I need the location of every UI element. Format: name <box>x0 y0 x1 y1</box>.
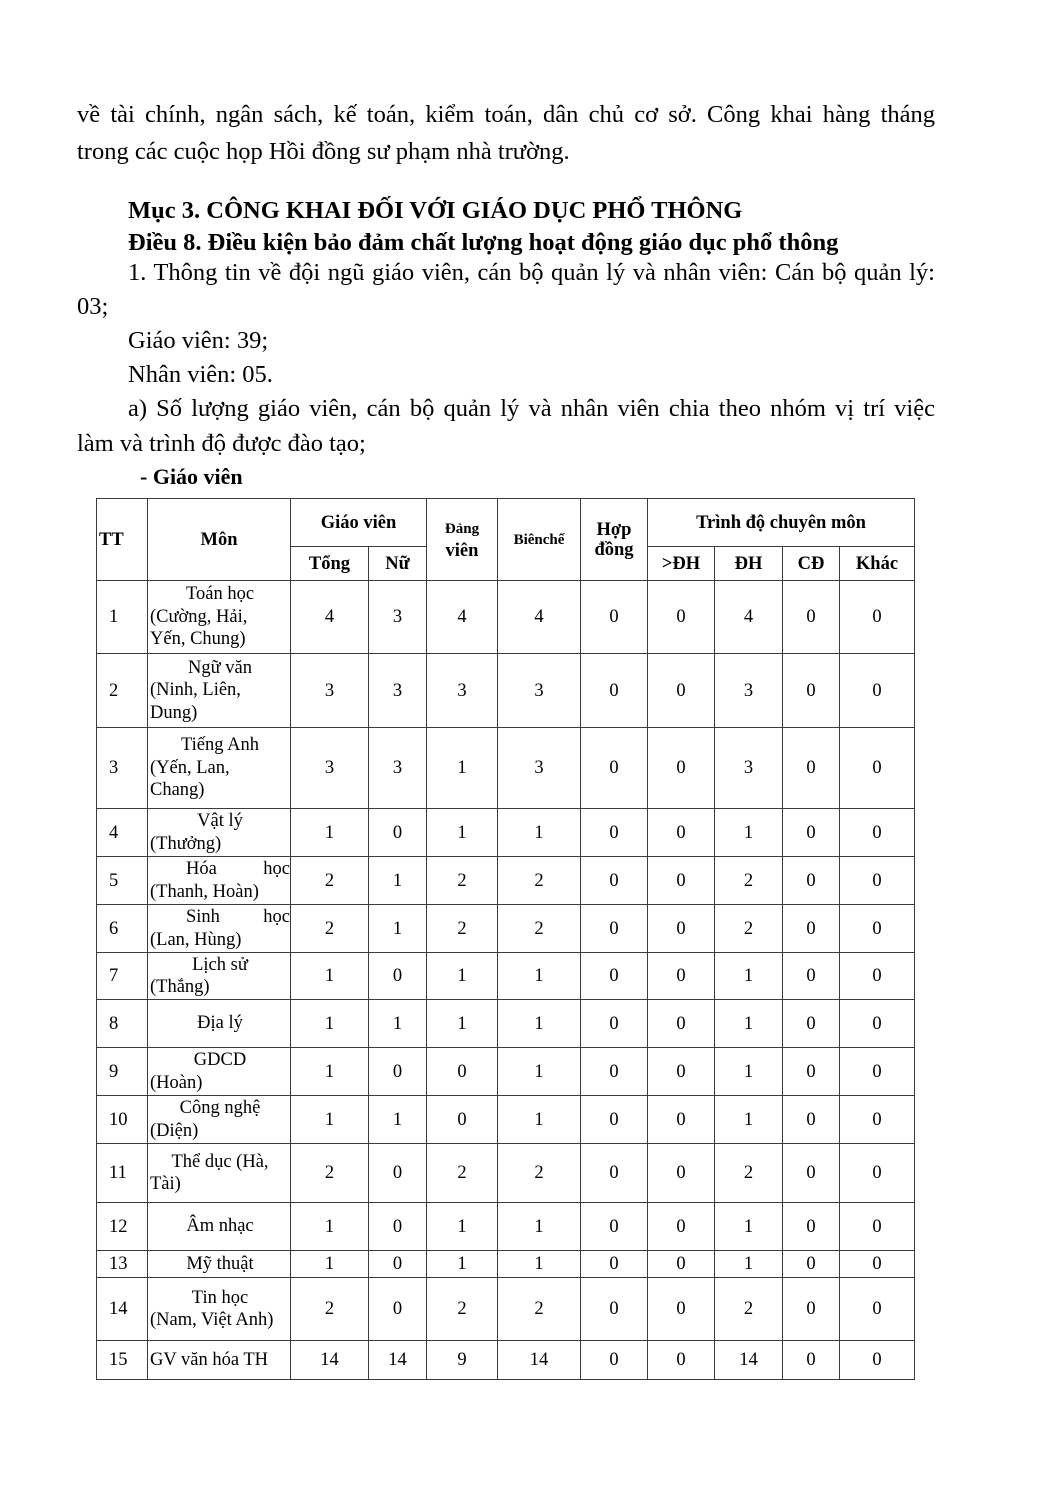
cell-nu: 1 <box>369 857 427 905</box>
cell-tt: 10 <box>97 1096 148 1144</box>
cell-dang-vien: 1 <box>427 728 498 809</box>
cell-khac: 0 <box>840 1048 915 1096</box>
cell-tt: 5 <box>97 857 148 905</box>
cell-dh: 1 <box>715 1000 783 1048</box>
cell-nu: 1 <box>369 905 427 953</box>
cell-nu: 0 <box>369 1048 427 1096</box>
cell-hop-dong: 0 <box>581 1278 648 1341</box>
header-trinh-do: Trình độ chuyên môn <box>648 499 915 547</box>
cell-hop-dong: 0 <box>581 905 648 953</box>
cell-mon <box>148 654 291 728</box>
cell-dang-vien: 4 <box>427 581 498 654</box>
cell-tt: 4 <box>97 809 148 857</box>
table-row <box>97 1000 915 1048</box>
cell-hop-dong: 0 <box>581 1048 648 1096</box>
cell-tong: 2 <box>291 905 369 953</box>
cell-dang-vien: 9 <box>427 1341 498 1380</box>
cell-bien-che: 1 <box>498 809 581 857</box>
cell-dang-vien: 1 <box>427 953 498 1000</box>
table-row <box>97 581 915 654</box>
header-tong: Tổng <box>291 547 369 581</box>
table-row <box>97 1048 915 1096</box>
cell-tong: 1 <box>291 1203 369 1251</box>
cell-dh: 1 <box>715 1096 783 1144</box>
teacher-table <box>96 498 915 1380</box>
subject-line: Công nghệ <box>179 1098 261 1118</box>
table-row <box>97 905 915 953</box>
cell-tong: 1 <box>291 1048 369 1096</box>
cell-tren-dh: 0 <box>648 809 715 857</box>
subject-line: Hóa học <box>186 859 290 879</box>
cell-mon <box>148 809 291 857</box>
cell-dh: 3 <box>715 654 783 728</box>
cell-nu: 0 <box>369 809 427 857</box>
table-caption: - Giáo viên <box>140 464 243 489</box>
cell-tren-dh: 0 <box>648 953 715 1000</box>
cell-tt: 6 <box>97 905 148 953</box>
subject-line: Lịch sử <box>192 954 248 975</box>
header-dang-vien-line1: Đảng <box>444 520 480 537</box>
cell-tt: 2 <box>97 654 148 728</box>
cell-tren-dh: 0 <box>648 654 715 728</box>
cell-cd: 0 <box>783 905 840 953</box>
cell-cd: 0 <box>783 728 840 809</box>
cell-cd: 0 <box>783 1144 840 1203</box>
cell-mon <box>148 1000 291 1048</box>
subject-line: (Diện) <box>150 1120 199 1141</box>
cell-nu: 0 <box>369 953 427 1000</box>
cell-tren-dh: 0 <box>648 1278 715 1341</box>
cell-khac: 0 <box>840 1251 915 1278</box>
cell-bien-che: 2 <box>498 905 581 953</box>
cell-nu: 0 <box>369 1203 427 1251</box>
cell-mon <box>148 1096 291 1144</box>
cell-tong: 1 <box>291 953 369 1000</box>
cell-dh: 3 <box>715 728 783 809</box>
subject-line: (Lan, Hùng) <box>150 929 242 950</box>
cell-hop-dong: 0 <box>581 953 648 1000</box>
cell-cd: 0 <box>783 857 840 905</box>
cell-tren-dh: 0 <box>648 1203 715 1251</box>
subject-line: Chang) <box>150 780 205 801</box>
cell-khac: 0 <box>840 728 915 809</box>
cell-mon <box>148 1203 291 1251</box>
cell-tt: 11 <box>97 1144 148 1203</box>
table-row <box>97 1251 915 1278</box>
cell-tong: 3 <box>291 728 369 809</box>
paragraph-line: về tài chính, ngân sách, kế toán, kiểm toán, dân chủ cơ sở. Công khai hàng tháng <box>77 101 935 128</box>
cell-tong: 2 <box>291 1278 369 1341</box>
cell-bien-che: 3 <box>498 654 581 728</box>
cell-cd: 0 <box>783 1278 840 1341</box>
cell-tren-dh: 0 <box>648 581 715 654</box>
cell-tong: 2 <box>291 1144 369 1203</box>
cell-dh: 2 <box>715 1144 783 1203</box>
subject-line: Dung) <box>150 702 198 723</box>
header-khac: Khác <box>840 547 915 581</box>
cell-hop-dong: 0 <box>581 809 648 857</box>
cell-tt: 3 <box>97 728 148 809</box>
cell-bien-che: 14 <box>498 1341 581 1380</box>
cell-mon <box>148 728 291 809</box>
cell-tong: 1 <box>291 809 369 857</box>
subject-line: (Thưởng) <box>150 833 222 854</box>
cell-khac: 0 <box>840 1203 915 1251</box>
subject-line: Toán học <box>185 584 255 605</box>
cell-cd: 0 <box>783 581 840 654</box>
cell-dang-vien: 2 <box>427 1144 498 1203</box>
item-a-line: làm và trình độ được đào tạo; <box>77 430 366 457</box>
cell-cd: 0 <box>783 1096 840 1144</box>
subject-line: (Hoàn) <box>150 1072 203 1093</box>
cell-hop-dong: 0 <box>581 1096 648 1144</box>
cell-tong: 2 <box>291 857 369 905</box>
cell-khac: 0 <box>840 857 915 905</box>
cell-tt: 8 <box>97 1000 148 1048</box>
cell-dang-vien: 1 <box>427 1203 498 1251</box>
subject-line: Sinh học <box>186 907 290 927</box>
paragraph-line: trong các cuộc họp Hồi đồng sư phạm nhà trường. <box>77 138 570 165</box>
cell-tong: 4 <box>291 581 369 654</box>
cell-bien-che: 1 <box>498 953 581 1000</box>
cell-dang-vien: 0 <box>427 1048 498 1096</box>
cell-tt: 7 <box>97 953 148 1000</box>
cell-dang-vien: 3 <box>427 654 498 728</box>
cell-hop-dong: 0 <box>581 1000 648 1048</box>
cell-dang-vien: 2 <box>427 857 498 905</box>
cell-cd: 0 <box>783 809 840 857</box>
table-row <box>97 953 915 1000</box>
cell-mon <box>148 581 291 654</box>
subject-line: (Nam, Việt Anh) <box>150 1310 274 1330</box>
subject-line: Âm nhạc <box>186 1216 254 1237</box>
cell-hop-dong: 0 <box>581 728 648 809</box>
cell-tong: 1 <box>291 1251 369 1278</box>
cell-tong: 3 <box>291 654 369 728</box>
cell-tren-dh: 0 <box>648 1000 715 1048</box>
cell-tren-dh: 0 <box>648 1144 715 1203</box>
subject-line: GV văn hóa TH <box>150 1349 269 1370</box>
cell-khac: 0 <box>840 905 915 953</box>
cell-nu: 1 <box>369 1096 427 1144</box>
cell-dh: 4 <box>715 581 783 654</box>
cell-bien-che: 3 <box>498 728 581 809</box>
cell-dang-vien: 1 <box>427 1000 498 1048</box>
cell-tren-dh: 0 <box>648 728 715 809</box>
header-dang-vien-line2: viên <box>445 540 479 561</box>
subject-line: Thể dục (Hà, <box>171 1151 269 1172</box>
header-cd: CĐ <box>783 547 840 581</box>
header-tren-dh: >ĐH <box>648 547 715 581</box>
cell-khac: 0 <box>840 1278 915 1341</box>
cell-khac: 0 <box>840 1144 915 1203</box>
cell-bien-che: 1 <box>498 1096 581 1144</box>
cell-nu: 0 <box>369 1278 427 1341</box>
cell-tong: 1 <box>291 1000 369 1048</box>
cell-nu: 14 <box>369 1341 427 1380</box>
header-bien-che: Biênchế <box>498 499 581 581</box>
cell-cd: 0 <box>783 1341 840 1380</box>
cell-tren-dh: 0 <box>648 1048 715 1096</box>
cell-hop-dong: 0 <box>581 857 648 905</box>
cell-tren-dh: 0 <box>648 905 715 953</box>
cell-khac: 0 <box>840 654 915 728</box>
cell-tt: 9 <box>97 1048 148 1096</box>
cell-mon <box>148 1048 291 1096</box>
cell-nu: 3 <box>369 581 427 654</box>
table-row <box>97 728 915 809</box>
subject-line: (Thắng) <box>150 977 210 997</box>
cell-dh: 2 <box>715 905 783 953</box>
cell-tt: 15 <box>97 1341 148 1380</box>
cell-cd: 0 <box>783 1048 840 1096</box>
cell-dh: 1 <box>715 809 783 857</box>
cell-dang-vien: 2 <box>427 1278 498 1341</box>
cell-dang-vien: 2 <box>427 905 498 953</box>
cell-mon <box>148 1251 291 1278</box>
cell-hop-dong: 0 <box>581 1144 648 1203</box>
table-row <box>97 1278 915 1341</box>
cell-nu: 1 <box>369 1000 427 1048</box>
subject-line: (Thanh, Hoàn) <box>150 881 259 902</box>
header-dang-vien <box>427 499 498 581</box>
subject-line: Ngữ văn <box>188 657 252 678</box>
cell-bien-che: 2 <box>498 857 581 905</box>
item-1-line: 1. Thông tin về đội ngũ giáo viên, cán bộ quản lý và nhân viên: Cán bộ quản lý: <box>128 259 935 286</box>
subject-line: Yến, Chung) <box>150 629 246 650</box>
cell-cd: 0 <box>783 1251 840 1278</box>
cell-bien-che: 2 <box>498 1278 581 1341</box>
table-row <box>97 857 915 905</box>
cell-cd: 0 <box>783 1000 840 1048</box>
subject-line: Tài) <box>150 1174 181 1194</box>
cell-mon <box>148 857 291 905</box>
section-heading: Mục 3. CÔNG KHAI ĐỐI VỚI GIÁO DỤC PHỔ THÔNG <box>128 197 743 224</box>
item-a-line: a) Số lượng giáo viên, cán bộ quản lý và nhân viên chia theo nhóm vị trí việc <box>128 395 935 422</box>
cell-mon <box>148 953 291 1000</box>
item-1-line: 03; <box>77 293 109 320</box>
subject-line: GDCD <box>193 1050 247 1070</box>
cell-dh: 14 <box>715 1341 783 1380</box>
subject-line: Tiếng Anh <box>181 735 259 756</box>
subject-line: (Cường, Hải, <box>150 606 248 627</box>
cell-tt: 13 <box>97 1251 148 1278</box>
cell-dh: 1 <box>715 1048 783 1096</box>
header-hop-dong <box>581 499 648 581</box>
cell-nu: 3 <box>369 654 427 728</box>
cell-tren-dh: 0 <box>648 857 715 905</box>
cell-tt: 12 <box>97 1203 148 1251</box>
cell-khac: 0 <box>840 581 915 654</box>
cell-tong: 1 <box>291 1096 369 1144</box>
cell-khac: 0 <box>840 1000 915 1048</box>
cell-tren-dh: 0 <box>648 1096 715 1144</box>
cell-dang-vien: 1 <box>427 1251 498 1278</box>
cell-mon <box>148 1144 291 1203</box>
cell-cd: 0 <box>783 654 840 728</box>
table-row <box>97 1341 915 1380</box>
cell-khac: 0 <box>840 809 915 857</box>
cell-nu: 0 <box>369 1251 427 1278</box>
cell-cd: 0 <box>783 953 840 1000</box>
cell-khac: 0 <box>840 953 915 1000</box>
cell-bien-che: 1 <box>498 1048 581 1096</box>
subject-line: (Yến, Lan, <box>150 757 230 778</box>
cell-dh: 1 <box>715 953 783 1000</box>
staff-count: Nhân viên: 05. <box>128 361 273 388</box>
header-tt: TT <box>97 499 148 581</box>
table-row <box>97 1096 915 1144</box>
cell-dh: 2 <box>715 857 783 905</box>
subject-line: Tin học <box>191 1287 249 1308</box>
cell-dh: 1 <box>715 1203 783 1251</box>
cell-tren-dh: 0 <box>648 1341 715 1380</box>
cell-bien-che: 1 <box>498 1000 581 1048</box>
cell-nu: 0 <box>369 1144 427 1203</box>
subject-line: Vật lý <box>197 811 243 831</box>
header-dh: ĐH <box>715 547 783 581</box>
header-giao-vien: Giáo viên <box>291 499 427 547</box>
cell-tt: 1 <box>97 581 148 654</box>
cell-dh: 2 <box>715 1278 783 1341</box>
cell-hop-dong: 0 <box>581 654 648 728</box>
cell-tren-dh: 0 <box>648 1251 715 1278</box>
cell-dang-vien: 1 <box>427 809 498 857</box>
cell-khac: 0 <box>840 1096 915 1144</box>
cell-bien-che: 4 <box>498 581 581 654</box>
cell-hop-dong: 0 <box>581 1251 648 1278</box>
cell-bien-che: 2 <box>498 1144 581 1203</box>
table-row <box>97 1203 915 1251</box>
table-row <box>97 809 915 857</box>
table-row <box>97 1144 915 1203</box>
cell-cd: 0 <box>783 1203 840 1251</box>
header-nu: Nữ <box>369 547 427 581</box>
cell-mon <box>148 1278 291 1341</box>
header-mon: Môn <box>148 499 291 581</box>
cell-hop-dong: 0 <box>581 581 648 654</box>
table-row <box>97 654 915 728</box>
subject-line: (Ninh, Liên, <box>150 680 241 701</box>
cell-dh: 1 <box>715 1251 783 1278</box>
cell-tt: 14 <box>97 1278 148 1341</box>
teachers-count: Giáo viên: 39; <box>128 327 269 354</box>
subject-line: Địa lý <box>197 1013 243 1034</box>
header-hop-dong-line1: Hợp <box>596 519 632 540</box>
cell-khac: 0 <box>840 1341 915 1380</box>
cell-mon <box>148 905 291 953</box>
header-hop-dong-line2: đồng <box>594 539 634 560</box>
cell-mon <box>148 1341 291 1380</box>
subject-line: Mỹ thuật <box>186 1253 254 1274</box>
cell-bien-che: 1 <box>498 1251 581 1278</box>
cell-nu: 3 <box>369 728 427 809</box>
cell-tong: 14 <box>291 1341 369 1380</box>
article-heading: Điều 8. Điều kiện bảo đảm chất lượng hoạt động giáo dục phổ thông <box>128 229 839 256</box>
cell-bien-che: 1 <box>498 1203 581 1251</box>
cell-hop-dong: 0 <box>581 1341 648 1380</box>
cell-hop-dong: 0 <box>581 1203 648 1251</box>
cell-dang-vien: 0 <box>427 1096 498 1144</box>
